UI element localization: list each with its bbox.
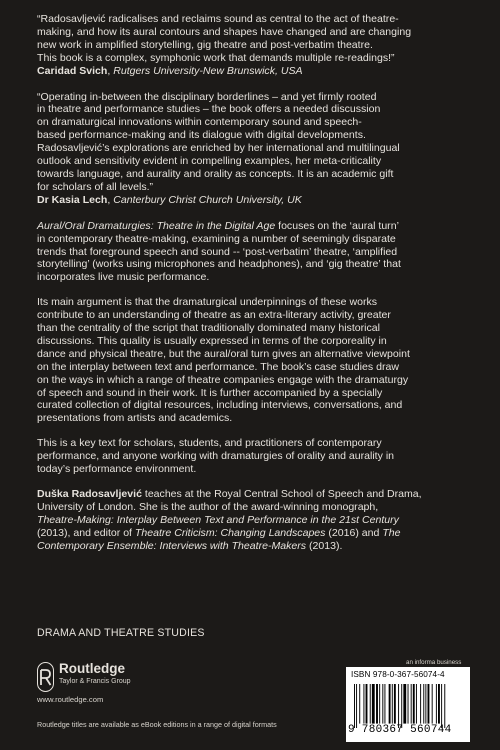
- bio-book-title: Theatre-Making: Interplay Between Text and Performance in the 21st Century: [37, 513, 399, 526]
- endorsement-quote: “Operating in-between the disciplinary borderlines – and yet firmly rooted in theatre and performance studies – the book offers a needed discussion on dramaturgical innovations within contemporary sound and speech- based performance-making and its dialogue with digital developments. Radosavljević’s explorations are enriched by her international and multilingual outlook and sensitivity evident in compelling examples, her meta-criticality towards language, and aurality and orality as concepts. It is an academic gift for scholars of all levels.”: [37, 90, 400, 193]
- publisher-website[interactable]: www.routledge.com: [37, 695, 104, 704]
- bio-book-title: The Contemporary Ensemble: Interviews with Theatre-Makers: [37, 526, 401, 552]
- endorsement-attribution: Caridad Svich, Rutgers University-New Brunswick, USA: [37, 64, 303, 77]
- description-audience: This is a key text for scholars, students, and practitioners of contemporary performance, and anyone working with dramaturgies of orality and aurality in today’s performance environment.: [37, 437, 395, 476]
- endorser-name: Dr Kasia Lech: [37, 193, 108, 206]
- intro-text: focuses on the ‘aural turn’ in contemporary theatre-making, examining a number of seemingly disparate trends that foreground speech and sound -- ‘post-verbatim’ theatre, ‘amplified storytelling’ (works using microphones and headphones), and ‘gig theatre’ that incorporates live music performance.: [37, 219, 401, 284]
- isbn-label: ISBN 978-0-367-56074-4: [351, 670, 445, 679]
- endorser-affiliation: Rutgers University-New Brunswick, USA: [113, 64, 303, 77]
- barcode-icon: [354, 684, 464, 728]
- barcode-digits: 9 780367 560744: [348, 724, 452, 736]
- endorser-name: Caridad Svich: [37, 64, 108, 77]
- endorsement-quote: “Radosavljević radicalises and reclaims sound as central to the act of theatre- making, and how its aural contours and shapes have changed and are changing new work in amplified storytelling, gig theatre and post-verbatim theatre. This book is a complex, symphonic work that demands multiple re-readings!”: [37, 13, 412, 64]
- cover-text: [37, 13, 470, 565]
- bio-text: (2016) and: [325, 526, 383, 539]
- isbn-barcode-box: [346, 667, 470, 742]
- ebook-note: Routledge titles are available as eBook editions in a range of digital formats: [37, 720, 277, 729]
- bio-book-title: Theatre Criticism: Changing Landscapes: [134, 526, 326, 539]
- routledge-r-icon: [37, 662, 54, 692]
- informa-tagline: an informa business: [406, 659, 462, 666]
- publisher-group: Taylor & Francis Group: [59, 678, 131, 685]
- endorsement-attribution: Dr Kasia Lech, Canterbury Christ Church University, UK: [37, 193, 302, 206]
- bio-text: (2013).: [306, 539, 343, 552]
- description-argument: Its main argument is that the dramaturgical underpinnings of these works contribute to an understanding of theatre as an extra-literary activity, greater than the centrality of the script that traditionally dominated many historical discussions. This quality is usually expressed in terms of the corporeality in dance and physical theatre, but the aural/oral turn gives an alternative viewpoint on the interplay between text and performance. The book’s case studies draw on the ways in which a range of theatre companies engage with the dramaturgy of speech and sound in their work. It is further accompanied by a specially curated collection of digital resources, including interviews, conversations, and presentations from artists and academics.: [37, 296, 410, 425]
- publisher-logo: [37, 660, 187, 700]
- description-intro: [37, 220, 470, 285]
- author-name: Duška Radosavljević: [37, 488, 142, 500]
- publisher-name: Routledge: [59, 661, 125, 676]
- endorser-affiliation: Canterbury Christ Church University, UK: [113, 193, 302, 206]
- bio-text: (2013), and editor of: [37, 526, 132, 539]
- bio-text: teaches at the Royal Central School of Speech and Drama, University of London. She is the author of the award-winning monograph,: [37, 488, 422, 513]
- author-bio: [37, 488, 470, 553]
- book-title: Aural/Oral Dramaturgies: Theatre in the Digital Age: [37, 219, 276, 232]
- subject-category: DRAMA AND THEATRE STUDIES: [37, 627, 205, 639]
